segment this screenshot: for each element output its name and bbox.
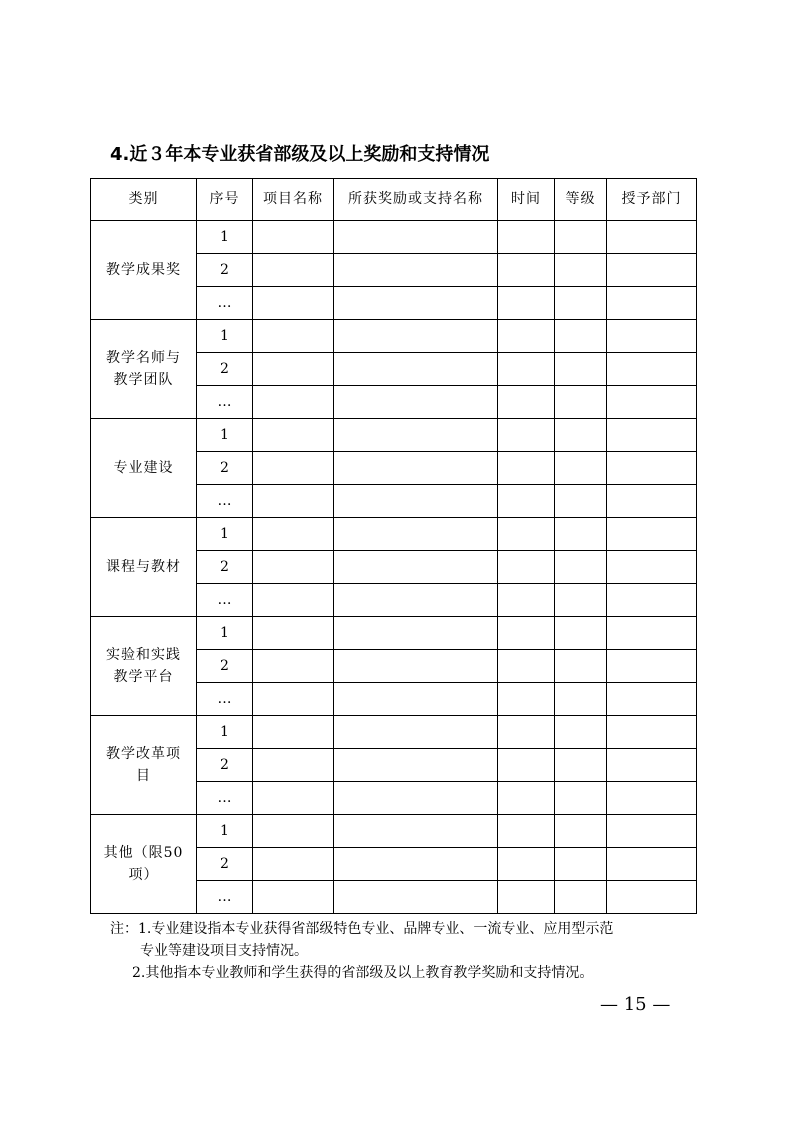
- level-cell[interactable]: [555, 353, 607, 386]
- level-cell[interactable]: [555, 683, 607, 716]
- table-row: [91, 617, 697, 650]
- award-name-cell[interactable]: [334, 485, 498, 518]
- serial-cell: 1: [197, 419, 253, 452]
- level-cell[interactable]: [555, 749, 607, 782]
- level-cell[interactable]: [555, 287, 607, 320]
- granting-department-cell[interactable]: [607, 749, 697, 782]
- granting-department-cell[interactable]: [607, 254, 697, 287]
- granting-department-cell[interactable]: [607, 518, 697, 551]
- time-cell[interactable]: [498, 254, 555, 287]
- project-name-cell[interactable]: [253, 881, 334, 914]
- granting-department-cell[interactable]: [607, 815, 697, 848]
- granting-department-cell[interactable]: [607, 782, 697, 815]
- granting-department-cell[interactable]: [607, 716, 697, 749]
- project-name-cell[interactable]: [253, 287, 334, 320]
- level-cell[interactable]: [555, 386, 607, 419]
- granting-department-cell[interactable]: [607, 881, 697, 914]
- award-name-cell[interactable]: [334, 650, 498, 683]
- granting-department-cell[interactable]: [607, 320, 697, 353]
- serial-cell: 2: [197, 353, 253, 386]
- time-cell[interactable]: [498, 617, 555, 650]
- project-name-cell[interactable]: [253, 848, 334, 881]
- level-cell[interactable]: [555, 617, 607, 650]
- award-name-cell[interactable]: [334, 716, 498, 749]
- time-cell[interactable]: [498, 221, 555, 254]
- serial-cell: 2: [197, 452, 253, 485]
- serial-cell: 1: [197, 617, 253, 650]
- time-cell[interactable]: [498, 386, 555, 419]
- level-cell[interactable]: [555, 782, 607, 815]
- time-cell[interactable]: [498, 848, 555, 881]
- level-cell[interactable]: [555, 848, 607, 881]
- award-name-cell[interactable]: [334, 749, 498, 782]
- time-cell[interactable]: [498, 782, 555, 815]
- project-name-cell[interactable]: [253, 386, 334, 419]
- award-name-cell[interactable]: [334, 386, 498, 419]
- serial-cell: 2: [197, 551, 253, 584]
- granting-department-cell[interactable]: [607, 848, 697, 881]
- level-cell[interactable]: [555, 221, 607, 254]
- header-granting-department: 授予部门: [607, 179, 697, 221]
- table-row: [91, 815, 697, 848]
- note-1-line-1: [110, 918, 700, 940]
- award-name-cell[interactable]: [334, 617, 498, 650]
- project-name-cell[interactable]: [253, 551, 334, 584]
- granting-department-cell[interactable]: [607, 386, 697, 419]
- table-row: [91, 518, 697, 551]
- header-level: 等级: [555, 179, 607, 221]
- award-name-cell[interactable]: [334, 254, 498, 287]
- table-row: [91, 419, 697, 452]
- project-name-cell[interactable]: [253, 320, 334, 353]
- level-cell[interactable]: [555, 518, 607, 551]
- header-serial: 序号: [197, 179, 253, 221]
- page-number: — 15 —: [600, 994, 671, 1015]
- time-cell[interactable]: [498, 320, 555, 353]
- header-project-name: 项目名称: [253, 179, 334, 221]
- serial-cell: …: [197, 782, 253, 815]
- notes: [110, 918, 700, 984]
- award-name-cell[interactable]: [334, 584, 498, 617]
- granting-department-cell[interactable]: [607, 584, 697, 617]
- serial-cell: 1: [197, 716, 253, 749]
- header-award-name: 所获奖励或支持名称: [334, 179, 498, 221]
- project-name-cell[interactable]: [253, 683, 334, 716]
- serial-cell: 1: [197, 320, 253, 353]
- table-row: [91, 320, 697, 353]
- project-name-cell[interactable]: [253, 452, 334, 485]
- project-name-cell[interactable]: [253, 617, 334, 650]
- awards-table-body: [91, 221, 697, 914]
- section-title: 4.近３年本专业获省部级及以上奖励和支持情况: [110, 144, 490, 165]
- table-row: [91, 716, 697, 749]
- serial-cell: …: [197, 881, 253, 914]
- serial-cell: …: [197, 386, 253, 419]
- award-name-cell[interactable]: [334, 815, 498, 848]
- project-name-cell[interactable]: [253, 584, 334, 617]
- project-name-cell[interactable]: [253, 716, 334, 749]
- level-cell[interactable]: [555, 881, 607, 914]
- project-name-cell[interactable]: [253, 815, 334, 848]
- granting-department-cell[interactable]: [607, 452, 697, 485]
- granting-department-cell[interactable]: [607, 551, 697, 584]
- serial-cell: …: [197, 683, 253, 716]
- time-cell[interactable]: [498, 353, 555, 386]
- granting-department-cell[interactable]: [607, 617, 697, 650]
- granting-department-cell[interactable]: [607, 683, 697, 716]
- table-header-row: [91, 179, 697, 221]
- time-cell[interactable]: [498, 287, 555, 320]
- award-name-cell[interactable]: [334, 848, 498, 881]
- award-name-cell[interactable]: [334, 518, 498, 551]
- granting-department-cell[interactable]: [607, 287, 697, 320]
- serial-cell: 2: [197, 254, 253, 287]
- table-row: [91, 221, 697, 254]
- level-cell[interactable]: [555, 485, 607, 518]
- level-cell[interactable]: [555, 551, 607, 584]
- category-cell: 教学改革项目: [91, 716, 197, 815]
- time-cell[interactable]: [498, 419, 555, 452]
- level-cell[interactable]: [555, 320, 607, 353]
- serial-cell: 2: [197, 650, 253, 683]
- time-cell[interactable]: [498, 650, 555, 683]
- project-name-cell[interactable]: [253, 353, 334, 386]
- project-name-cell[interactable]: [253, 782, 334, 815]
- category-cell: 教学成果奖: [91, 221, 197, 320]
- awards-table: [90, 178, 697, 914]
- award-name-cell[interactable]: [334, 782, 498, 815]
- serial-cell: …: [197, 287, 253, 320]
- time-cell[interactable]: [498, 815, 555, 848]
- level-cell[interactable]: [555, 650, 607, 683]
- note-1-line-2: 专业等建设项目支持情况。: [140, 943, 308, 959]
- time-cell[interactable]: [498, 716, 555, 749]
- project-name-cell[interactable]: [253, 749, 334, 782]
- time-cell[interactable]: [498, 551, 555, 584]
- level-cell[interactable]: [555, 419, 607, 452]
- level-cell[interactable]: [555, 716, 607, 749]
- granting-department-cell[interactable]: [607, 485, 697, 518]
- note-1-text: 1.专业建设指本专业获得省部级特色专业、品牌专业、一流专业、应用型示范: [138, 921, 614, 937]
- serial-cell: …: [197, 485, 253, 518]
- level-cell[interactable]: [555, 452, 607, 485]
- serial-cell: 1: [197, 518, 253, 551]
- award-name-cell[interactable]: [334, 353, 498, 386]
- header-category: 类别: [91, 179, 197, 221]
- time-cell[interactable]: [498, 518, 555, 551]
- project-name-cell[interactable]: [253, 650, 334, 683]
- granting-department-cell[interactable]: [607, 353, 697, 386]
- note-2: 2.其他指本专业教师和学生获得的省部级及以上教育教学奖励和支持情况。: [132, 965, 594, 981]
- project-name-cell[interactable]: [253, 254, 334, 287]
- project-name-cell[interactable]: [253, 419, 334, 452]
- serial-cell: 1: [197, 221, 253, 254]
- award-name-cell[interactable]: [334, 419, 498, 452]
- level-cell[interactable]: [555, 584, 607, 617]
- time-cell[interactable]: [498, 485, 555, 518]
- level-cell[interactable]: [555, 254, 607, 287]
- award-name-cell[interactable]: [334, 551, 498, 584]
- serial-cell: 2: [197, 848, 253, 881]
- time-cell[interactable]: [498, 452, 555, 485]
- serial-cell: 2: [197, 749, 253, 782]
- project-name-cell[interactable]: [253, 221, 334, 254]
- level-cell[interactable]: [555, 815, 607, 848]
- granting-department-cell[interactable]: [607, 419, 697, 452]
- serial-cell: …: [197, 584, 253, 617]
- time-cell[interactable]: [498, 749, 555, 782]
- project-name-cell[interactable]: [253, 485, 334, 518]
- award-name-cell[interactable]: [334, 320, 498, 353]
- award-name-cell[interactable]: [334, 287, 498, 320]
- category-cell: 其他（限50项）: [91, 815, 197, 914]
- category-cell: 实验和实践教学平台: [91, 617, 197, 716]
- award-name-cell[interactable]: [334, 452, 498, 485]
- category-cell: 专业建设: [91, 419, 197, 518]
- granting-department-cell[interactable]: [607, 650, 697, 683]
- time-cell[interactable]: [498, 881, 555, 914]
- time-cell[interactable]: [498, 584, 555, 617]
- award-name-cell[interactable]: [334, 683, 498, 716]
- category-cell: 课程与教材: [91, 518, 197, 617]
- granting-department-cell[interactable]: [607, 221, 697, 254]
- time-cell[interactable]: [498, 683, 555, 716]
- header-time: 时间: [498, 179, 555, 221]
- award-name-cell[interactable]: [334, 881, 498, 914]
- serial-cell: 1: [197, 815, 253, 848]
- award-name-cell[interactable]: [334, 221, 498, 254]
- notes-prefix: 注：: [110, 921, 138, 937]
- category-cell: 教学名师与教学团队: [91, 320, 197, 419]
- project-name-cell[interactable]: [253, 518, 334, 551]
